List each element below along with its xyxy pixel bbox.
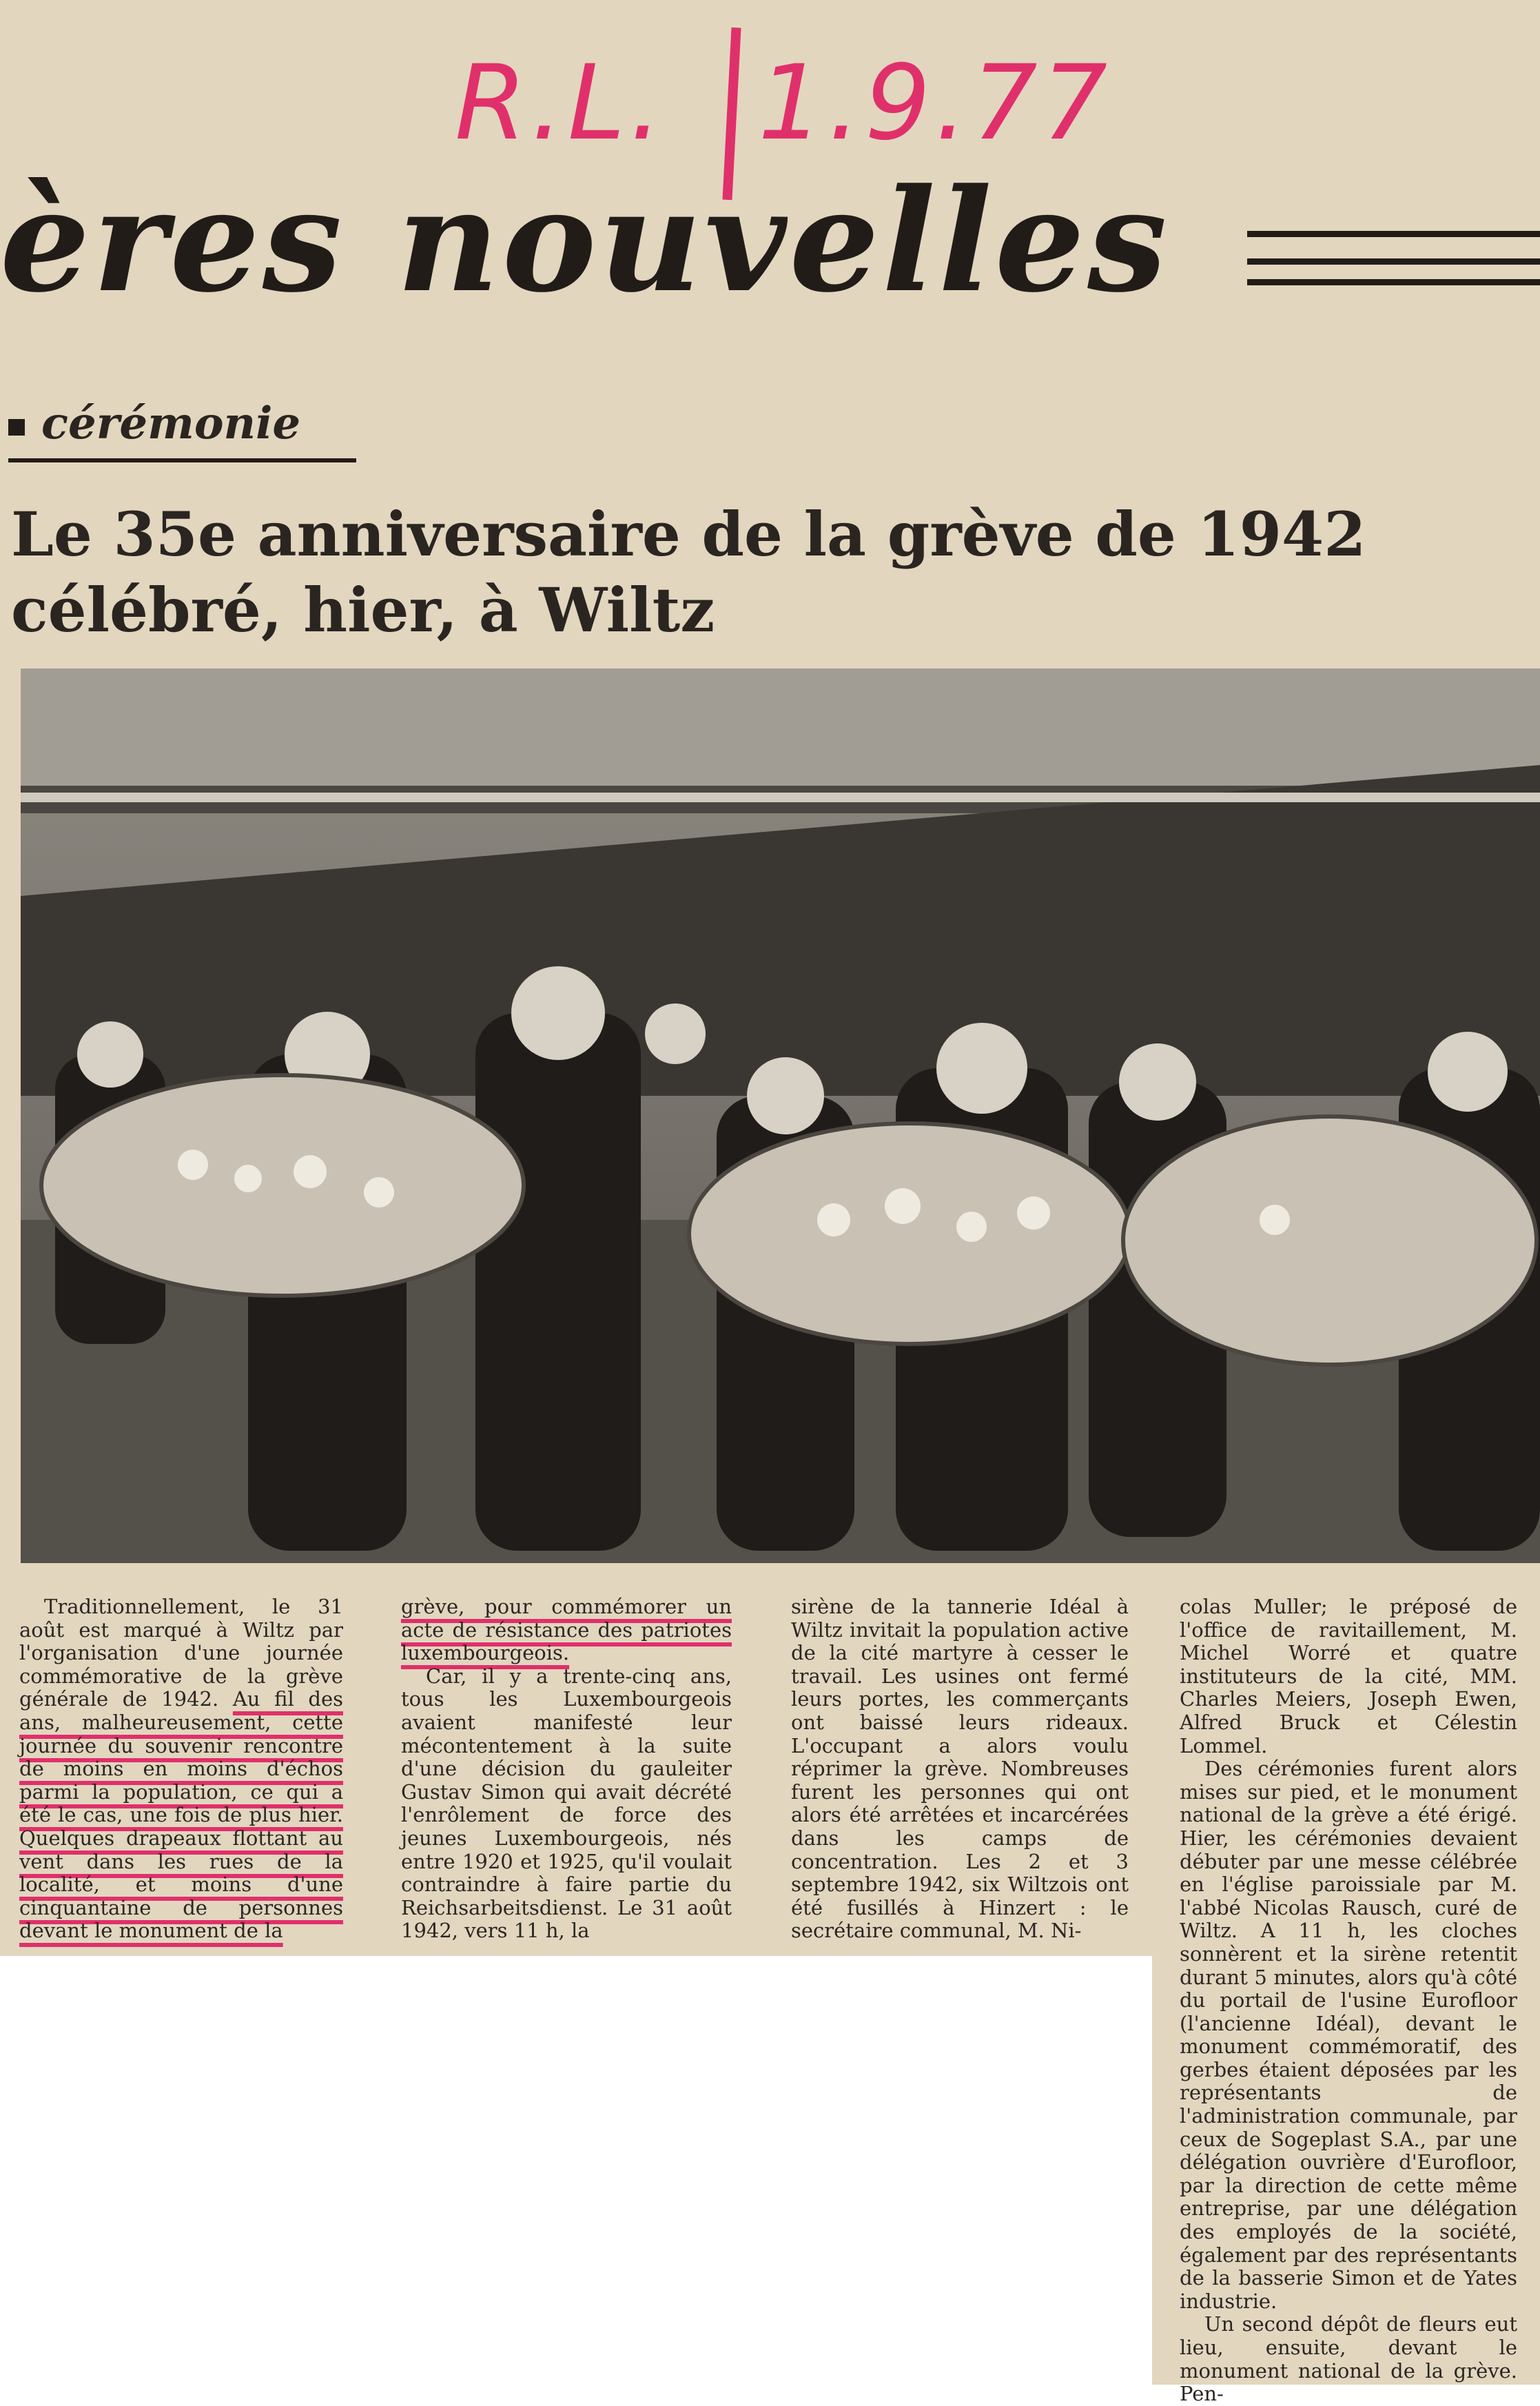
article-column-2 bbox=[401, 1595, 732, 1943]
article-column-1 bbox=[19, 1595, 343, 1943]
highlighted-text: grève, pour commémorer un acte de résistance des patriotes luxembourgeois. bbox=[401, 1595, 732, 1665]
paragraph: sirène de la tannerie Idéal à Wiltz invitait la population active de la cité martyre à cesser le travail. Les usines ont fermé leurs portes, les commerçants ont baissé leurs rideaux. L'occupant a alors voulu réprimer la grève. Nombreuses furent les personnes qui ont alors été arrêtées et incarcérées dans les camps de concentration. Les 2 et 3 septembre 1942, six Wiltzois ont été fusillés à Hinzert : le secrétaire communal, M. Ni- bbox=[791, 1595, 1129, 1943]
paragraph: Des cérémonies furent alors mises sur pied, et le monument national de la grève a été érigé. Hier, les cérémonies devaient débuter par une messe célébrée en l'église paroissiale par M. l'abbé Nicolas Rausch, curé de Wiltz. A 11 h, les cloches sonnèrent et la sirène retentit durant 5 minutes, alors qu'à côté du portail de l'usine Eurofloor (l'ancienne Idéal), devant le monument commémoratif, des gerbes étaient déposées par les représentants de l'administration communale, par ceux de Sogeplast S.A., par une délégation ouvrière d'Eurofloor, par la direction de cette même entreprise, par une délégation des employés de la société, également par des représentants de la basserie Simon et de Yates industrie. bbox=[1180, 1757, 1517, 2313]
paragraph-text: Traditionnellement, le 31 août est marqué à Wiltz par l'organisation d'une journée commémorative de la grève générale de 1942. bbox=[19, 1595, 343, 1711]
wreath-ceremony-photo bbox=[21, 669, 1540, 1563]
masthead-rule bbox=[1247, 231, 1540, 237]
paragraph: Car, il y a trente-cinq ans, tous les Luxembourgeois avaient manifesté leur mécontentement à la suite d'une décision du gauleiter Gustav Simon qui avait décrété l'enrôlement de force des jeunes Luxembourgeois, nés entre 1920 et 1925, qu'il voulait contraindre à faire partie du Reichsarbeitsdienst. Le 31 août 1942, vers 11 h, la bbox=[401, 1664, 732, 1943]
section-rule bbox=[8, 458, 356, 462]
annotation-date: 1.9.77 bbox=[758, 43, 1112, 163]
paragraph: Un second dépôt de fleurs eut lieu, ensuite, devant le monument national de la grève. Pen- bbox=[1180, 2312, 1517, 2406]
paragraph: colas Muller; le préposé de l'office de ravitaillement, M. Michel Worré et quatre instituteurs de la cité, MM. Charles Meiers, Joseph Ewen, Alfred Bruck et Célestin Lommel. bbox=[1180, 1595, 1517, 1757]
section-label bbox=[8, 396, 300, 451]
masthead-rule bbox=[1247, 279, 1540, 285]
article-column-4 bbox=[1180, 1595, 1517, 2406]
bullet-square-icon bbox=[8, 419, 25, 436]
section-label-text: cérémonie bbox=[41, 398, 301, 449]
headline-line-1: Le 35e anniversaire de la grève de 1942 bbox=[11, 498, 1366, 570]
annotation-source: R.L. bbox=[455, 43, 667, 163]
article-column-3 bbox=[791, 1595, 1129, 1943]
masthead-rule bbox=[1247, 258, 1540, 265]
photo-illustration bbox=[21, 669, 1540, 1563]
paragraph bbox=[401, 1595, 732, 1665]
headline-line-2: célébré, hier, à Wiltz bbox=[11, 574, 715, 646]
headline bbox=[11, 496, 1513, 648]
highlighted-text: Au fil des ans, malheureusement, cette journée du souvenir rencontre de moins en moins d'échos parmi la population, ce qui a été le cas, une fois de plus hier. Quelques drapeaux flottant au vent dans les rues de la localité, et moins d'une cinquantaine de personnes devant le monument de la bbox=[19, 1687, 343, 1943]
masthead: ères nouvelles bbox=[0, 159, 1170, 324]
paragraph bbox=[19, 1595, 343, 1943]
